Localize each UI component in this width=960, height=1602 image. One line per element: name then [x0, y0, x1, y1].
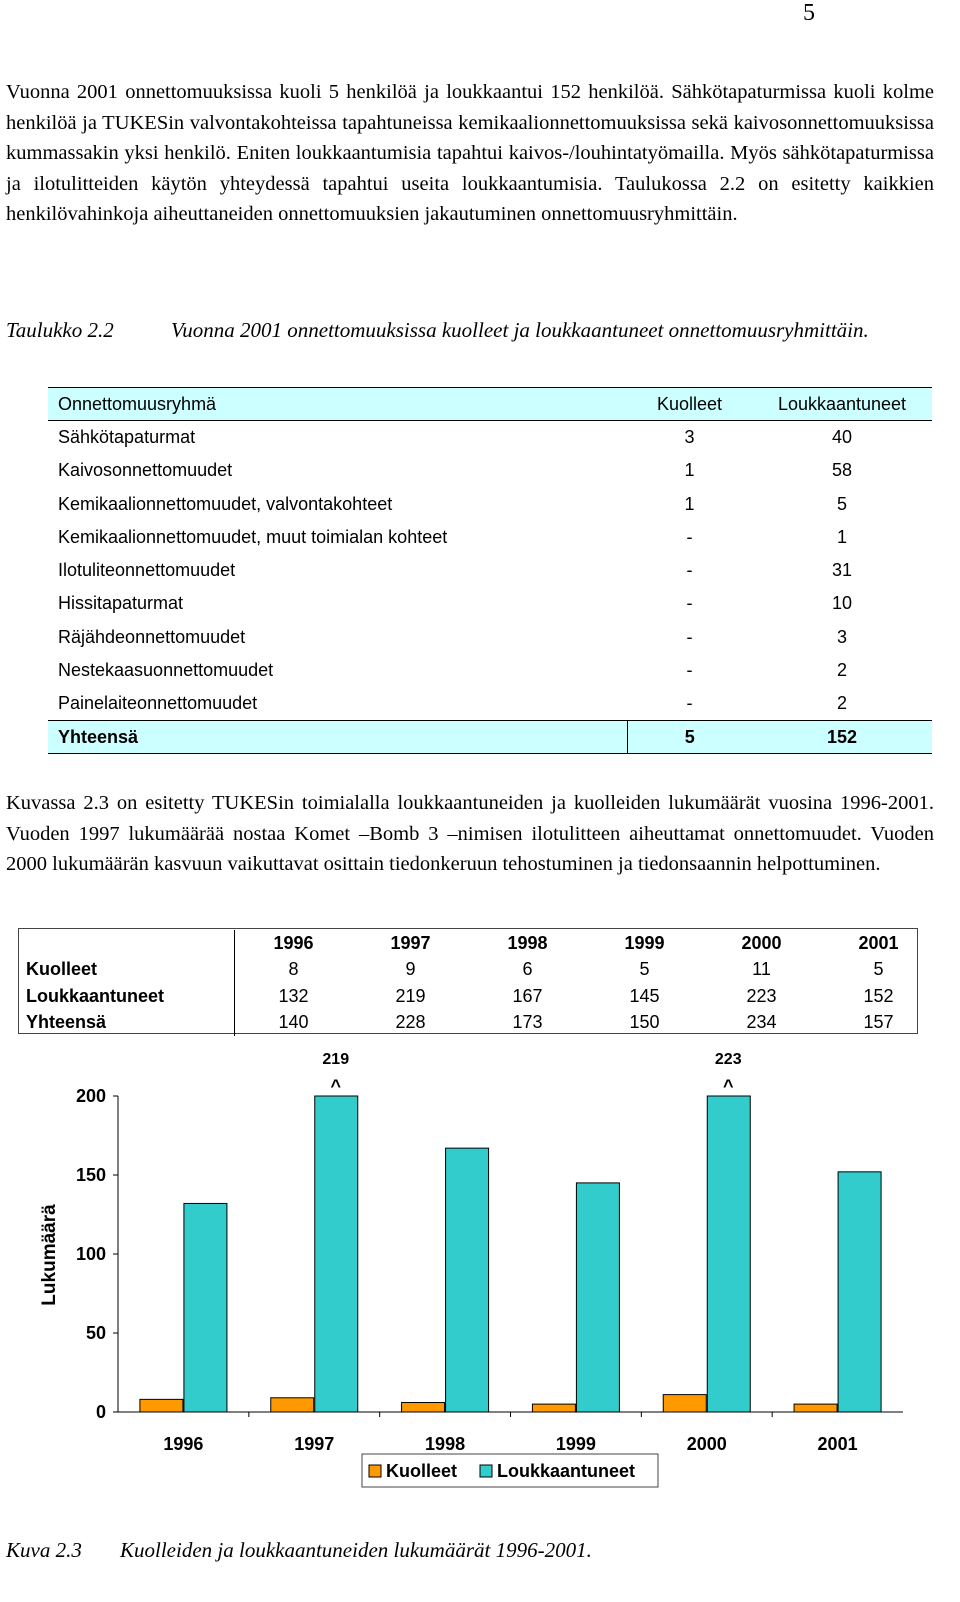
table-cell: 5	[873, 959, 884, 980]
figure-caption	[6, 1538, 936, 1563]
x-tick-label: 2000	[686, 1434, 727, 1454]
deaths-row	[20, 957, 937, 984]
bar-deaths-2001	[794, 1404, 837, 1412]
figure-intro-paragraph: Kuvassa 2.3 on esitetty TUKESin toimialalla loukkaantuneiden ja kuolleiden lukumäärät vuosina 1996-2001. Vuoden 1997 lukumäärää nostaa Komet –Bomb 3 –nimisen ilotulitteen aiheuttamat onnettomuudet. Vuoden 2000 lukumäärän kasvuun vaikuttavat osittain tiedonkeruun tehostuminen ja tiedonsaannin helpottuminen.	[6, 792, 934, 875]
row-label: Kemikaalionnettomuudet, valvontakohteet	[58, 493, 393, 514]
row-label: Painelaiteonnettomuudet	[58, 693, 258, 714]
table-row	[48, 487, 932, 520]
row-label: Hissitapaturmat	[58, 593, 184, 614]
row-deaths: 3	[684, 427, 695, 448]
row-label: Nestekaasuonnettomuudet	[58, 660, 274, 681]
figure-caption-number: Kuva 2.3	[6, 1538, 82, 1562]
bar-injured-2000	[707, 1096, 750, 1412]
legend-label-deaths: Kuolleet	[386, 1461, 458, 1481]
row-label: Sähkötapaturmat	[58, 427, 196, 448]
table-cell: 6	[522, 959, 533, 980]
table-row	[48, 554, 932, 587]
figure-caption-text: Kuolleiden ja loukkaantuneiden lukumäärät 1996-2001.	[120, 1538, 592, 1562]
table-cell: 228	[395, 1012, 426, 1033]
injured-row	[20, 983, 937, 1010]
overflow-marker: ^	[722, 1076, 734, 1096]
legend-label-injured: Loukkaantuneet	[497, 1461, 636, 1481]
total-deaths: 5	[627, 720, 752, 753]
bar-injured-1996	[184, 1203, 227, 1412]
year-2000: 2000	[741, 932, 782, 953]
table-cell: 132	[278, 985, 309, 1006]
bar-deaths-1999	[532, 1404, 575, 1412]
y-axis-label: Lukumäärä	[39, 1204, 60, 1306]
table-cell: 9	[405, 959, 416, 980]
row-deaths: -	[686, 626, 693, 647]
bar-deaths-2000	[663, 1395, 706, 1412]
year-header-empty	[20, 930, 235, 957]
total-row	[48, 720, 932, 753]
table-cell: 140	[278, 1012, 309, 1033]
table-cell: 5	[639, 959, 650, 980]
bar-injured-1997	[315, 1096, 358, 1412]
row-deaths: 1	[684, 493, 695, 514]
bar-injured-2001	[838, 1172, 881, 1412]
row-injured: 58	[831, 460, 853, 481]
year-1997: 1997	[390, 932, 431, 953]
year-1998: 1998	[507, 932, 548, 953]
legend-swatch-deaths	[369, 1465, 381, 1477]
y-tick-label: 100	[75, 1244, 106, 1264]
y-tick-label: 0	[95, 1402, 106, 1422]
bar-deaths-1996	[140, 1399, 183, 1412]
table-cell: 167	[512, 985, 543, 1006]
bar-injured-1998	[446, 1148, 489, 1412]
bar-deaths-1997	[271, 1398, 314, 1412]
table-row	[48, 587, 932, 620]
total-label: Yhteensä	[48, 720, 627, 753]
table-cell: 219	[395, 985, 426, 1006]
x-tick-label: 1997	[294, 1434, 335, 1454]
bar-chart	[0, 1040, 960, 1500]
table-cell: 223	[746, 985, 777, 1006]
year-header-row	[20, 930, 937, 957]
row-deaths: -	[686, 693, 693, 714]
x-tick-label: 1996	[163, 1434, 204, 1454]
table-row	[48, 621, 932, 654]
x-tick-label: 2001	[817, 1434, 858, 1454]
deaths-row-label: Kuolleet	[26, 959, 98, 980]
row-deaths: -	[686, 526, 693, 547]
accident-table	[48, 387, 932, 754]
accident-table-header-row	[48, 388, 932, 421]
chart-labels	[163, 1051, 857, 1454]
x-tick-label: 1999	[555, 1434, 596, 1454]
table-row	[48, 421, 932, 454]
bar-injured-1999	[576, 1183, 619, 1412]
row-label: Ilotuliteonnettomuudet	[58, 560, 236, 581]
total-injured: 152	[752, 720, 932, 753]
chart-data-table	[20, 930, 937, 1036]
legend-swatch-injured	[480, 1465, 492, 1477]
row-deaths: -	[686, 660, 693, 681]
table-row	[48, 454, 932, 487]
chart-legend	[362, 1454, 658, 1487]
table-row	[48, 654, 932, 687]
table-cell: 11	[752, 959, 771, 980]
table-caption-number: Taulukko 2.2	[6, 318, 114, 342]
table-cell: 152	[863, 985, 894, 1006]
table-cell: 234	[746, 1012, 777, 1033]
overflow-value-label: 219	[322, 1051, 350, 1068]
row-injured: 2	[836, 660, 847, 681]
y-tick-label: 50	[85, 1323, 106, 1343]
injured-row-label: Loukkaantuneet	[26, 985, 165, 1006]
row-label: Kemikaalionnettomuudet, muut toimialan kohteet	[58, 526, 448, 547]
overflow-marker: ^	[330, 1076, 342, 1096]
header-accident-group: Onnettomuusryhmä	[48, 388, 627, 421]
total-row-label: Yhteensä	[26, 1012, 107, 1033]
intro-paragraph: Vuonna 2001 onnettomuuksissa kuoli 5 henkilöä ja loukkaantui 152 henkilöä. Sähkötapaturmissa kuoli kolme henkilöä ja TUKESin valvontakohteissa tapahtuneissa kemikaalionnettomuuksissa sekä kaivosonnettomuuksissa kummassakin yksi henkilö. Eniten loukkaantumisia tapahtui kaivos-/louhintatyömailla. Myös sähkötapaturmissa ja ilotulitteiden käytön yhteydessä tapahtui useita loukkaantumisia. Taulukossa 2.2 on esitetty kaikkien henkilövahinkoja aiheuttaneiden onnettomuuksien jakautuminen onnettomuusryhmittäin.	[6, 81, 934, 225]
row-injured: 31	[831, 560, 853, 581]
table-row	[48, 687, 932, 720]
row-injured: 5	[836, 493, 847, 514]
header-deaths: Kuolleet	[627, 388, 752, 421]
row-injured: 1	[836, 526, 847, 547]
table-caption	[6, 315, 936, 345]
header-injured: Loukkaantuneet	[752, 388, 932, 421]
row-injured: 3	[836, 626, 847, 647]
row-label: Kaivosonnettomuudet	[58, 460, 233, 481]
year-1996: 1996	[273, 932, 314, 953]
page-number: 5	[803, 0, 815, 26]
row-label: Räjähdeonnettomuudet	[58, 626, 246, 647]
year-2001: 2001	[858, 932, 899, 953]
table-row	[48, 521, 932, 554]
row-deaths: 1	[684, 460, 695, 481]
table-cell: 145	[629, 985, 660, 1006]
year-1999: 1999	[624, 932, 665, 953]
table-caption-text: Vuonna 2001 onnettomuuksissa kuolleet ja loukkaantuneet onnettomuusryhmittäin.	[171, 318, 869, 342]
y-tick-label: 150	[75, 1165, 106, 1185]
x-tick-label: 1998	[425, 1434, 466, 1454]
row-deaths: -	[686, 593, 693, 614]
total-row	[20, 1010, 937, 1037]
table-cell: 173	[512, 1012, 543, 1033]
row-injured: 2	[836, 693, 847, 714]
bar-deaths-1998	[402, 1403, 445, 1412]
table-cell: 150	[629, 1012, 660, 1033]
chart-bars	[140, 1096, 881, 1412]
y-tick-label: 200	[75, 1086, 106, 1106]
row-injured: 10	[831, 593, 853, 614]
row-injured: 40	[831, 427, 853, 448]
overflow-value-label: 223	[714, 1051, 742, 1068]
table-cell: 8	[288, 959, 299, 980]
row-deaths: -	[686, 560, 693, 581]
table-cell: 157	[863, 1012, 894, 1033]
